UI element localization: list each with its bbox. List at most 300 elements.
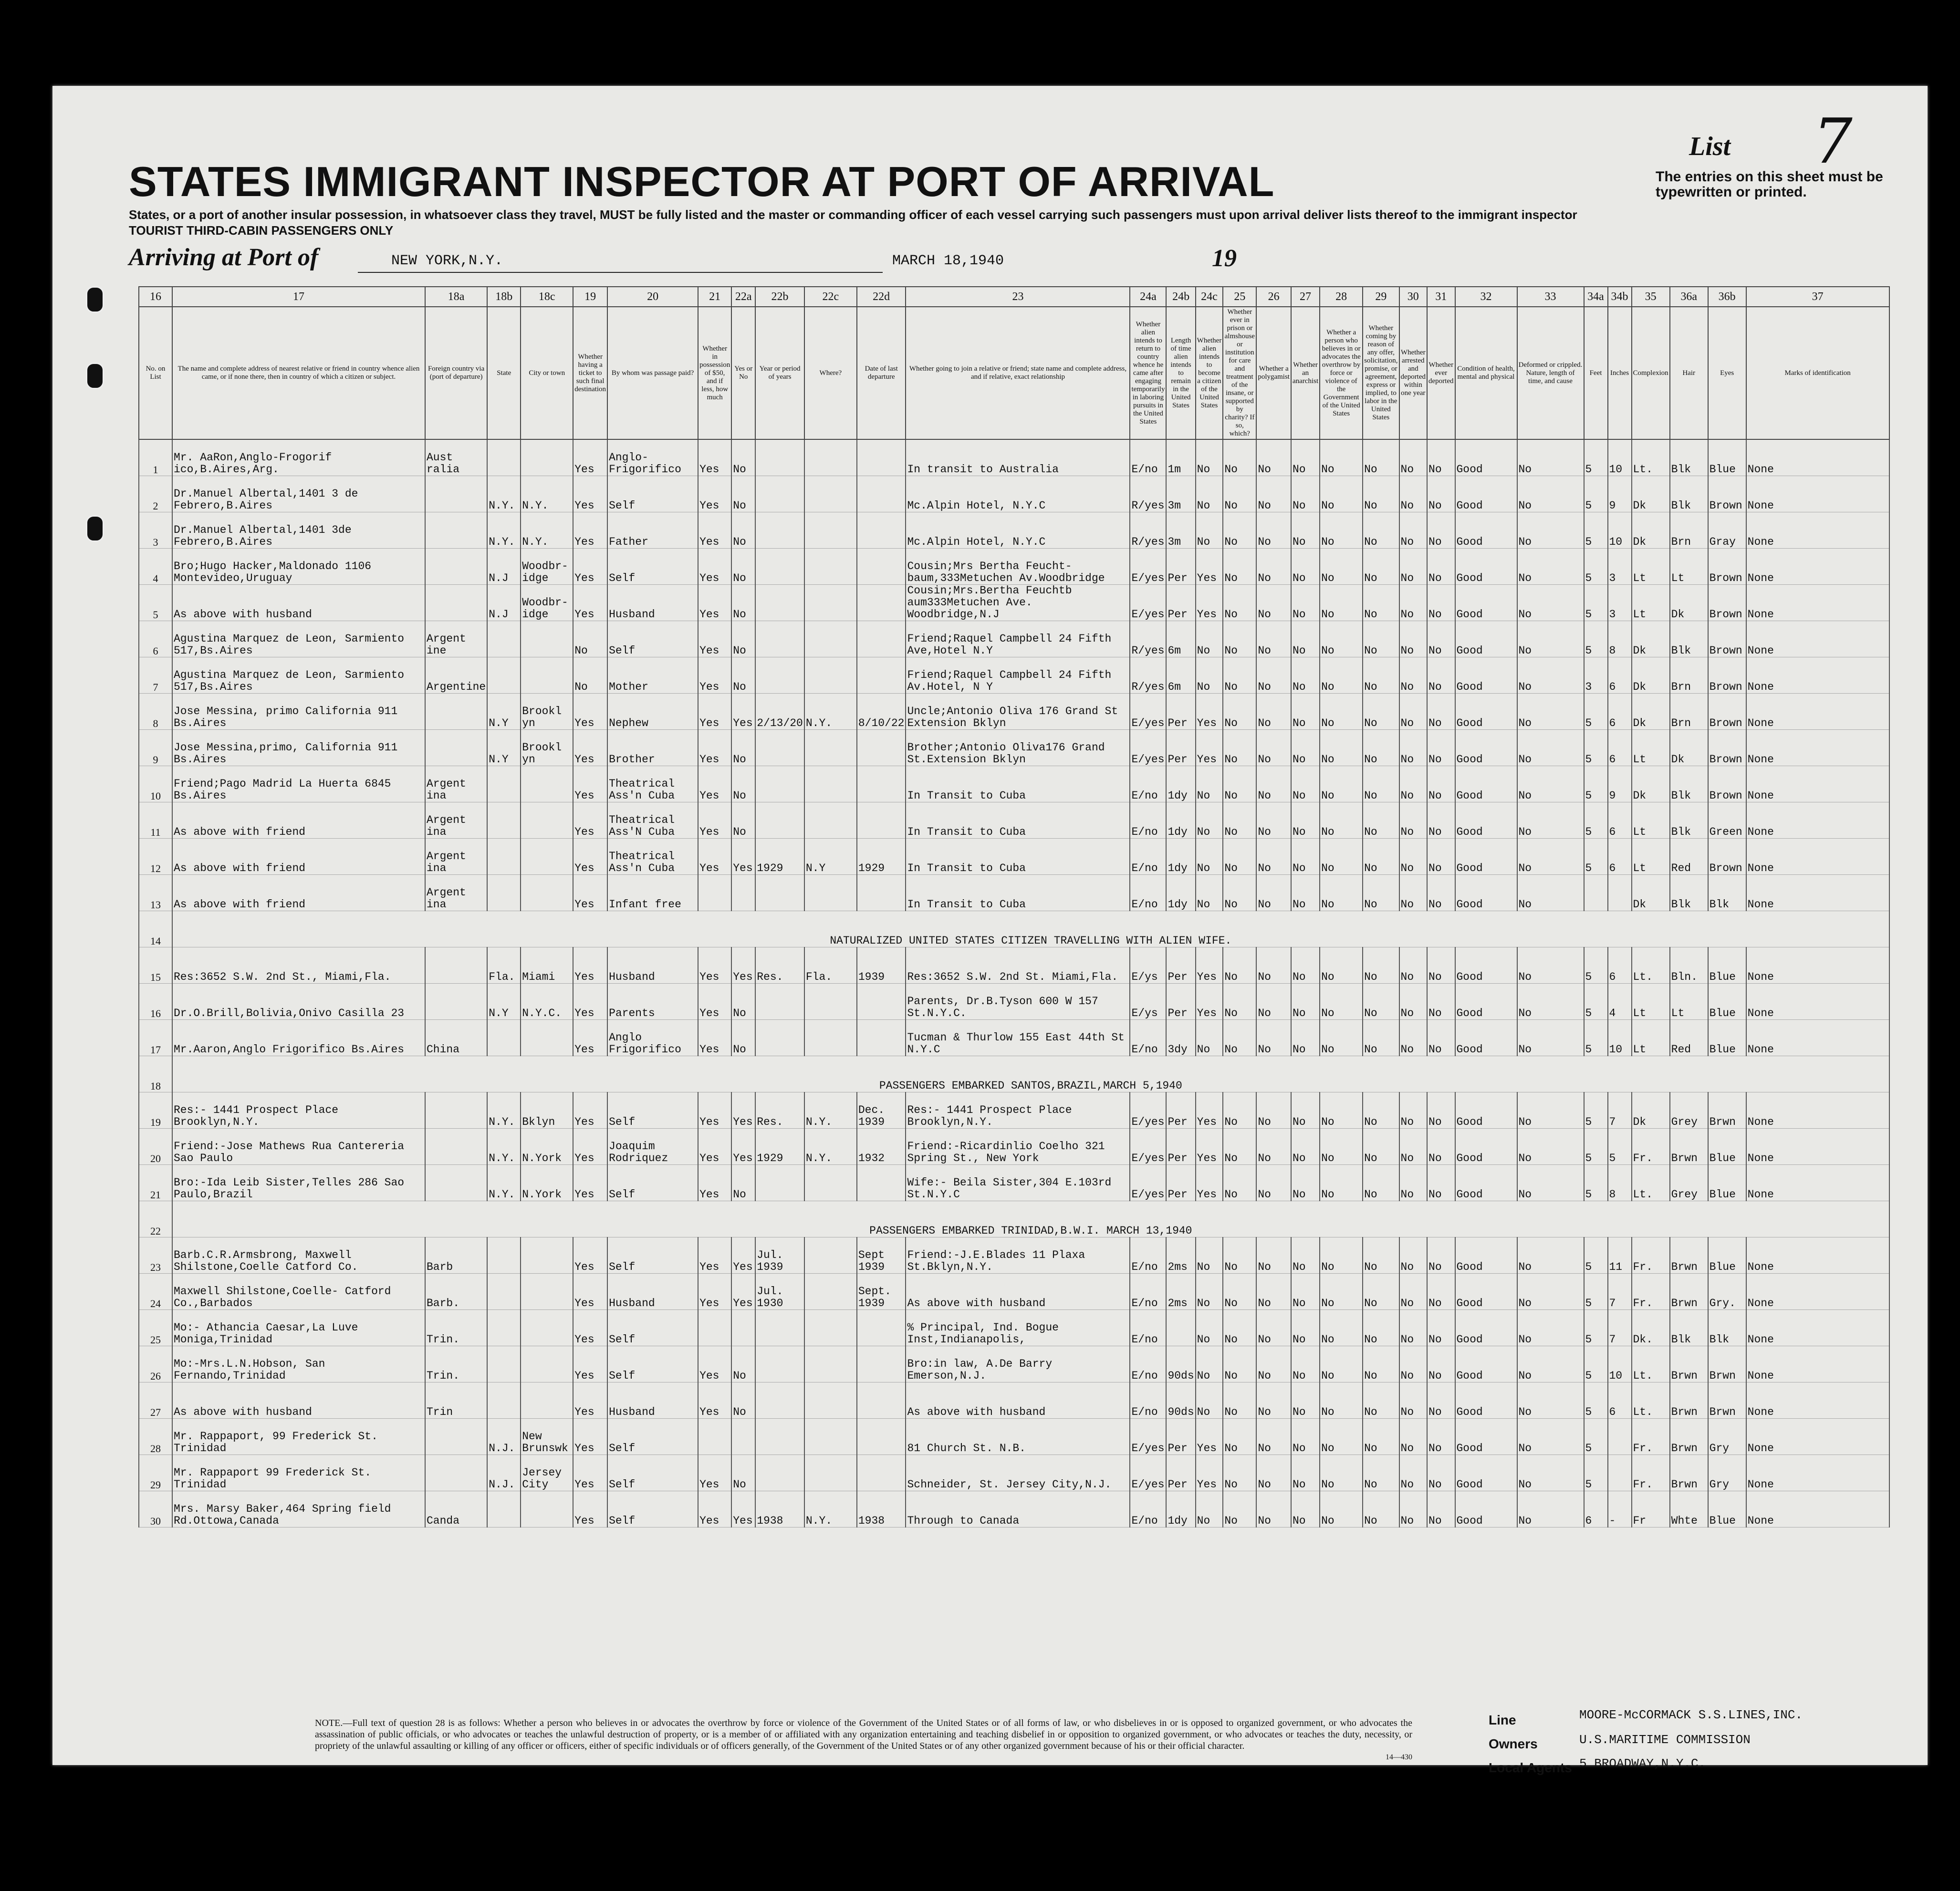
cell-join: As above with husband — [906, 1382, 1130, 1419]
cell-ft: 5 — [1584, 766, 1608, 802]
cell-join: Tucman & Thurlow 155 East 44th St N.Y.C — [906, 1020, 1130, 1056]
cell-c29: No — [1363, 1237, 1399, 1274]
cell-in: - — [1608, 1491, 1632, 1527]
cell-ever: No — [731, 1346, 755, 1382]
column-header: State — [487, 307, 521, 439]
cell-marks: None — [1746, 1310, 1889, 1346]
cell-n: 21 — [139, 1165, 172, 1201]
cell-ever: Yes — [731, 1092, 755, 1129]
cell-c25: No — [1223, 1382, 1256, 1419]
cell-dep — [857, 766, 906, 802]
cell-city — [521, 1491, 573, 1527]
cell-year — [755, 802, 804, 839]
cell-c31: No — [1427, 875, 1455, 911]
cell-c31: No — [1427, 1419, 1455, 1455]
table-row — [139, 549, 1889, 585]
cell-n: 9 — [139, 730, 172, 766]
cell-health: Good — [1455, 439, 1517, 476]
cell-c30: No — [1399, 1310, 1427, 1346]
manifest-table — [138, 286, 1890, 1527]
cell-hair: Grey — [1670, 1092, 1708, 1129]
cell-eyes: Brown — [1708, 657, 1746, 694]
column-header: Whether going to join a relative or friend; state name and complete address, and if relative, exact relationship — [906, 307, 1130, 439]
cell-money: Yes — [698, 802, 731, 839]
column-number: 30 — [1399, 287, 1427, 307]
cell-country — [425, 984, 487, 1020]
binder-hole — [86, 363, 104, 389]
cell-state: N.J — [487, 585, 521, 621]
cell-c26: No — [1256, 657, 1291, 694]
column-header: Whether an anarchist — [1291, 307, 1320, 439]
list-label: List — [1689, 132, 1731, 161]
cell-rel: Mr. AaRon,Anglo-Frogorif ico,B.Aires,Arg. — [172, 439, 425, 476]
cell-c26: No — [1256, 549, 1291, 585]
cell-health: Good — [1455, 802, 1517, 839]
cell-state — [487, 1491, 521, 1527]
column-header: Whether in possession of $50, and if less, how much — [698, 307, 731, 439]
cell-year — [755, 512, 804, 549]
cell-c31: No — [1427, 512, 1455, 549]
cell-c31: No — [1427, 839, 1455, 875]
cell-where — [804, 621, 857, 657]
cell-c28: No — [1320, 875, 1363, 911]
cell-deformed: No — [1517, 1455, 1584, 1491]
cell-rel: Friend;Pago Madrid La Huerta 6845 Bs.Aires — [172, 766, 425, 802]
row-number: 14 — [139, 911, 172, 947]
cell-money: Yes — [698, 1020, 731, 1056]
cell-c27: No — [1291, 694, 1320, 730]
cell-cx: Dk — [1632, 1092, 1670, 1129]
cell-year — [755, 549, 804, 585]
cell-p1: E/no — [1130, 1020, 1166, 1056]
cell-c27: No — [1291, 439, 1320, 476]
cell-health: Good — [1455, 1092, 1517, 1129]
cell-join: In Transit to Cuba — [906, 802, 1130, 839]
cell-ft: 5 — [1584, 1129, 1608, 1165]
cell-deformed: No — [1517, 1274, 1584, 1310]
cell-c28: No — [1320, 476, 1363, 512]
cell-state: N.J. — [487, 1455, 521, 1491]
column-number: 35 — [1632, 287, 1670, 307]
cell-marks: None — [1746, 1020, 1889, 1056]
cell-in: 6 — [1608, 694, 1632, 730]
cell-p3: No — [1196, 439, 1223, 476]
cell-dep: 8/10/22 — [857, 694, 906, 730]
cell-paid: Self — [607, 1346, 698, 1382]
cell-c26: No — [1256, 1165, 1291, 1201]
cell-money: Yes — [698, 621, 731, 657]
cell-dep — [857, 585, 906, 621]
cell-money: Yes — [698, 694, 731, 730]
cell-paid: Parents — [607, 984, 698, 1020]
cell-city: N.Y. — [521, 476, 573, 512]
cell-deformed: No — [1517, 585, 1584, 621]
cell-state: N.Y. — [487, 1129, 521, 1165]
column-header: Marks of identification — [1746, 307, 1889, 439]
table-row — [139, 512, 1889, 549]
cell-cx: Lt — [1632, 585, 1670, 621]
cell-c29: No — [1363, 875, 1399, 911]
column-number: 27 — [1291, 287, 1320, 307]
cell-c31: No — [1427, 1165, 1455, 1201]
cell-cx: Fr. — [1632, 1129, 1670, 1165]
cell-c28: No — [1320, 1274, 1363, 1310]
column-header: Year or period of years — [755, 307, 804, 439]
cell-where: N.Y. — [804, 694, 857, 730]
cell-p1: E/yes — [1130, 1455, 1166, 1491]
cell-where — [804, 1165, 857, 1201]
cell-c26: No — [1256, 984, 1291, 1020]
cell-c26: No — [1256, 947, 1291, 984]
cell-c29: No — [1363, 947, 1399, 984]
date-value: MARCH 18,1940 — [892, 253, 1004, 269]
cell-where — [804, 657, 857, 694]
cell-money: Yes — [698, 766, 731, 802]
cell-rel: Res:3652 S.W. 2nd St., Miami,Fla. — [172, 947, 425, 984]
cell-year — [755, 766, 804, 802]
cell-c30: No — [1399, 585, 1427, 621]
cell-p2: Per — [1166, 1455, 1195, 1491]
cell-country: Trin. — [425, 1346, 487, 1382]
cell-state: N.Y — [487, 730, 521, 766]
cell-c29: No — [1363, 1020, 1399, 1056]
cell-ever: No — [731, 802, 755, 839]
cell-money: Yes — [698, 730, 731, 766]
cell-c26: No — [1256, 1310, 1291, 1346]
cell-join: Cousin;Mrs Bertha Feucht- baum,333Metuchen Av.Woodbridge — [906, 549, 1130, 585]
cell-paid: Infant free — [607, 875, 698, 911]
cell-dep — [857, 1419, 906, 1455]
cell-p3: No — [1196, 1274, 1223, 1310]
cell-hair: Whte — [1670, 1491, 1708, 1527]
cell-deformed: No — [1517, 802, 1584, 839]
cell-ft: 5 — [1584, 839, 1608, 875]
cell-paid: Joaquim Rodriquez — [607, 1129, 698, 1165]
cell-hair: Blk — [1670, 802, 1708, 839]
cell-paid: Self — [607, 1237, 698, 1274]
cell-c25: No — [1223, 1455, 1256, 1491]
cell-deformed: No — [1517, 1419, 1584, 1455]
cell-where: Fla. — [804, 947, 857, 984]
cell-ticket: Yes — [573, 476, 607, 512]
cell-p2: 1dy — [1166, 839, 1195, 875]
cell-country — [425, 730, 487, 766]
cell-p3: Yes — [1196, 549, 1223, 585]
cell-city: Woodbr- idge — [521, 549, 573, 585]
cell-n: 28 — [139, 1419, 172, 1455]
cell-p1: E/ys — [1130, 984, 1166, 1020]
cell-ft: 5 — [1584, 1382, 1608, 1419]
cell-c31: No — [1427, 476, 1455, 512]
cell-c28: No — [1320, 1419, 1363, 1455]
cell-rel: Mo:-Mrs.L.N.Hobson, San Fernando,Trinidad — [172, 1346, 425, 1382]
cell-join: In Transit to Cuba — [906, 766, 1130, 802]
cell-paid: Nephew — [607, 694, 698, 730]
cell-city: N.Y. — [521, 512, 573, 549]
arriving-label: Arriving at Port of — [129, 244, 319, 271]
cell-n: 7 — [139, 657, 172, 694]
column-number: 36b — [1708, 287, 1746, 307]
cell-ticket: Yes — [573, 549, 607, 585]
cell-city — [521, 439, 573, 476]
cell-dep: 1932 — [857, 1129, 906, 1165]
cell-state — [487, 875, 521, 911]
cell-c28: No — [1320, 1382, 1363, 1419]
cell-p1: E/no — [1130, 802, 1166, 839]
cell-ticket: No — [573, 657, 607, 694]
cell-p3: Yes — [1196, 1165, 1223, 1201]
cell-state: N.Y. — [487, 1092, 521, 1129]
cell-city: N.York — [521, 1165, 573, 1201]
column-number: 18c — [521, 287, 573, 307]
cell-ever — [731, 875, 755, 911]
cell-join: Bro:in law, A.De Barry Emerson,N.J. — [906, 1346, 1130, 1382]
cell-c29: No — [1363, 730, 1399, 766]
cell-money — [698, 1310, 731, 1346]
cell-country: Barb. — [425, 1274, 487, 1310]
column-number: 19 — [573, 287, 607, 307]
cell-n: 13 — [139, 875, 172, 911]
cell-c25: No — [1223, 1274, 1256, 1310]
cell-rel: Agustina Marquez de Leon, Sarmiento 517,Bs.Aires — [172, 657, 425, 694]
cell-rel: As above with husband — [172, 1382, 425, 1419]
cell-c29: No — [1363, 694, 1399, 730]
cell-cx: Lt — [1632, 839, 1670, 875]
cell-c29: No — [1363, 766, 1399, 802]
column-header: Whether ever in prison or almshouse or institution for care and treatment of the insane, or supported by charity? If so, which? — [1223, 307, 1256, 439]
cell-ticket: Yes — [573, 1165, 607, 1201]
cell-paid: Self — [607, 1455, 698, 1491]
cell-ft: 6 — [1584, 1491, 1608, 1527]
cell-country — [425, 585, 487, 621]
column-number: 22a — [731, 287, 755, 307]
cell-in: 7 — [1608, 1092, 1632, 1129]
cell-n: 27 — [139, 1382, 172, 1419]
cell-health: Good — [1455, 875, 1517, 911]
cell-rel: Dr.O.Brill,Bolivia,Onivo Casilla 23 — [172, 984, 425, 1020]
cell-n: 23 — [139, 1237, 172, 1274]
cell-where — [804, 1419, 857, 1455]
cell-ever: No — [731, 512, 755, 549]
cell-c30: No — [1399, 657, 1427, 694]
cell-c26: No — [1256, 1237, 1291, 1274]
cell-c31: No — [1427, 549, 1455, 585]
cell-marks: None — [1746, 802, 1889, 839]
cell-cx: Fr. — [1632, 1455, 1670, 1491]
cell-eyes: Gry — [1708, 1455, 1746, 1491]
cell-c31: No — [1427, 984, 1455, 1020]
cell-health: Good — [1455, 1382, 1517, 1419]
table-row — [139, 1237, 1889, 1274]
cell-ft: 5 — [1584, 947, 1608, 984]
cell-health: Good — [1455, 1346, 1517, 1382]
cell-c25: No — [1223, 549, 1256, 585]
cell-country: Argent ina — [425, 839, 487, 875]
cell-marks: None — [1746, 1382, 1889, 1419]
cell-c31: No — [1427, 1092, 1455, 1129]
cell-city — [521, 1382, 573, 1419]
cell-health: Good — [1455, 585, 1517, 621]
port-value: NEW YORK,N.Y. — [391, 253, 503, 269]
cell-health: Good — [1455, 694, 1517, 730]
cell-ft: 5 — [1584, 1165, 1608, 1201]
cell-in: 6 — [1608, 947, 1632, 984]
cell-p1: E/yes — [1130, 549, 1166, 585]
cell-deformed: No — [1517, 694, 1584, 730]
cell-c28: No — [1320, 585, 1363, 621]
cell-c30: No — [1399, 1455, 1427, 1491]
column-header: Length of time alien intends to remain in the United States — [1166, 307, 1195, 439]
cell-country: Trin. — [425, 1310, 487, 1346]
cell-in: 8 — [1608, 1165, 1632, 1201]
cell-hair: Brn — [1670, 694, 1708, 730]
cell-in: 6 — [1608, 730, 1632, 766]
cell-state: N.J. — [487, 1419, 521, 1455]
agents-value: 5 BROADWAY,N.Y.C. — [1579, 1756, 1706, 1771]
cell-p1: E/no — [1130, 1274, 1166, 1310]
cell-year — [755, 476, 804, 512]
cell-c27: No — [1291, 984, 1320, 1020]
cell-c26: No — [1256, 1382, 1291, 1419]
cell-eyes: Brown — [1708, 839, 1746, 875]
column-header-row — [139, 307, 1889, 439]
cell-join: In transit to Australia — [906, 439, 1130, 476]
cell-ticket: Yes — [573, 1092, 607, 1129]
cell-n: 29 — [139, 1455, 172, 1491]
column-header: Whether a polygamist — [1256, 307, 1291, 439]
cell-dep: Dec. 1939 — [857, 1092, 906, 1129]
column-header: The name and complete address of nearest relative or friend in country whence alien came, or if none there, then in country of which a citizen or subject. — [172, 307, 425, 439]
cell-rel: Mr. Rappaport 99 Frederick St. Trinidad — [172, 1455, 425, 1491]
table-row — [139, 439, 1889, 476]
cell-cx: Fr — [1632, 1491, 1670, 1527]
cell-p1: E/yes — [1130, 694, 1166, 730]
cell-deformed: No — [1517, 657, 1584, 694]
form-code: 14—430 — [1386, 1753, 1412, 1761]
cell-ever: No — [731, 1455, 755, 1491]
cell-p3: No — [1196, 875, 1223, 911]
cell-ft: 5 — [1584, 439, 1608, 476]
cell-hair: Blk — [1670, 875, 1708, 911]
cell-money: Yes — [698, 1274, 731, 1310]
column-number: 34b — [1608, 287, 1632, 307]
column-number: 22d — [857, 287, 906, 307]
cell-eyes: Gry. — [1708, 1274, 1746, 1310]
cell-n: 1 — [139, 439, 172, 476]
cell-city — [521, 621, 573, 657]
cell-n: 25 — [139, 1310, 172, 1346]
cell-money: Yes — [698, 657, 731, 694]
cell-health: Good — [1455, 839, 1517, 875]
cell-ever: Yes — [731, 1274, 755, 1310]
cell-cx: Fr. — [1632, 1274, 1670, 1310]
cell-c27: No — [1291, 585, 1320, 621]
cell-deformed: No — [1517, 875, 1584, 911]
cell-p2: 3dy — [1166, 1020, 1195, 1056]
cell-c31: No — [1427, 1274, 1455, 1310]
cell-marks: None — [1746, 839, 1889, 875]
cell-join: In Transit to Cuba — [906, 839, 1130, 875]
cell-year — [755, 1310, 804, 1346]
cell-ever: Yes — [731, 1237, 755, 1274]
cell-n: 17 — [139, 1020, 172, 1056]
cell-country — [425, 1129, 487, 1165]
cell-deformed: No — [1517, 621, 1584, 657]
cell-money: Yes — [698, 476, 731, 512]
cell-n: 15 — [139, 947, 172, 984]
cell-ticket: Yes — [573, 694, 607, 730]
cell-c31: No — [1427, 766, 1455, 802]
cell-c28: No — [1320, 549, 1363, 585]
cell-p2: 2ms — [1166, 1237, 1195, 1274]
page-title: STATES IMMIGRANT INSPECTOR AT PORT OF ARRIVAL — [129, 158, 1275, 205]
cell-cx: Lt — [1632, 984, 1670, 1020]
section-banner: PASSENGERS EMBARKED TRINIDAD,B.W.I. MARCH 13,1940 — [172, 1201, 1889, 1237]
cell-deformed: No — [1517, 1346, 1584, 1382]
cell-city — [521, 1237, 573, 1274]
cell-state: N.J — [487, 549, 521, 585]
owners-value: U.S.MARITIME COMMISSION — [1579, 1733, 1751, 1747]
cell-dep — [857, 476, 906, 512]
cell-join: Mc.Alpin Hotel, N.Y.C — [906, 512, 1130, 549]
cell-eyes: Gry — [1708, 1419, 1746, 1455]
cell-c30: No — [1399, 439, 1427, 476]
cell-paid: Father — [607, 512, 698, 549]
cell-year — [755, 1346, 804, 1382]
cell-c31: No — [1427, 621, 1455, 657]
cell-in: 7 — [1608, 1310, 1632, 1346]
cell-money: Yes — [698, 549, 731, 585]
table-row — [139, 1346, 1889, 1382]
cell-p1: E/yes — [1130, 730, 1166, 766]
cell-ft: 5 — [1584, 694, 1608, 730]
cell-money — [698, 875, 731, 911]
list-number: 7 — [1813, 105, 1853, 177]
cell-eyes: Green — [1708, 802, 1746, 839]
cell-in: 9 — [1608, 476, 1632, 512]
cell-paid: Self — [607, 1419, 698, 1455]
column-header: Deformed or crippled. Nature, length of time, and cause — [1517, 307, 1584, 439]
cell-p2: Per — [1166, 1092, 1195, 1129]
cell-c27: No — [1291, 476, 1320, 512]
cell-ft: 5 — [1584, 1092, 1608, 1129]
cell-eyes: Brown — [1708, 621, 1746, 657]
cell-paid: Self — [607, 1092, 698, 1129]
cell-eyes: Gray — [1708, 512, 1746, 549]
table-row — [139, 1491, 1889, 1527]
cell-ft: 5 — [1584, 802, 1608, 839]
cell-where: N.Y. — [804, 1092, 857, 1129]
cell-c31: No — [1427, 802, 1455, 839]
cell-p3: Yes — [1196, 984, 1223, 1020]
cell-c25: No — [1223, 621, 1256, 657]
cell-join: Schneider, St. Jersey City,N.J. — [906, 1455, 1130, 1491]
cell-year: Res. — [755, 1092, 804, 1129]
cell-c26: No — [1256, 439, 1291, 476]
cell-ever: No — [731, 476, 755, 512]
table-row — [139, 585, 1889, 621]
cell-where — [804, 802, 857, 839]
cell-city — [521, 1020, 573, 1056]
cell-hair: Brwn — [1670, 1419, 1708, 1455]
cell-deformed: No — [1517, 984, 1584, 1020]
cell-c25: No — [1223, 947, 1256, 984]
cell-ft: 5 — [1584, 476, 1608, 512]
cell-country: Canda — [425, 1491, 487, 1527]
cell-c25: No — [1223, 984, 1256, 1020]
cell-c28: No — [1320, 1346, 1363, 1382]
table-row — [139, 1455, 1889, 1491]
